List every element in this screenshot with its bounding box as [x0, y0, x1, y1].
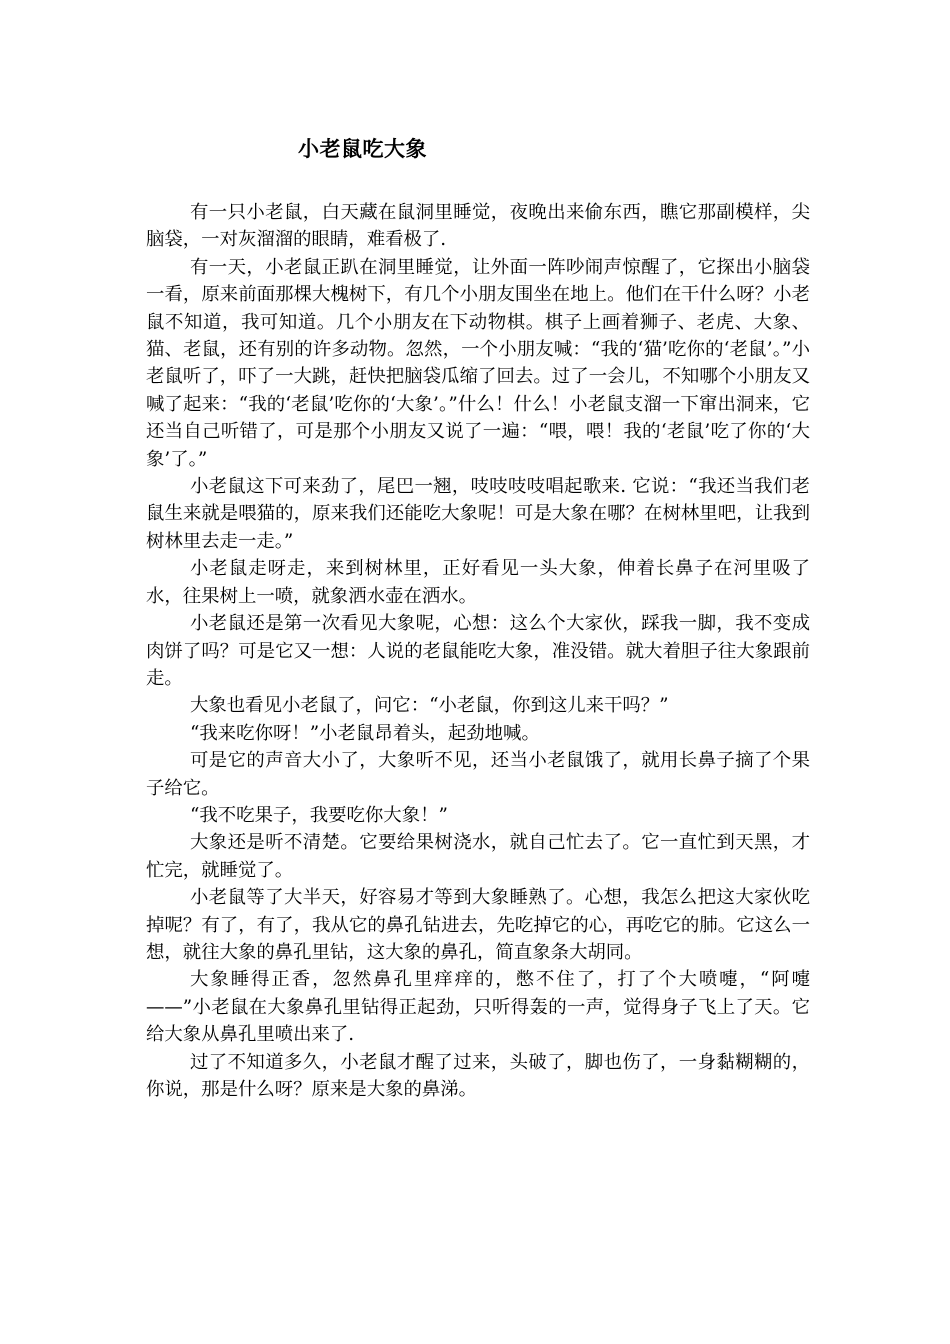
document-title: 小老鼠吃大象	[298, 137, 427, 161]
story-paragraph-13: 过了不知道多久，小老鼠才醒了过来，头破了，脚也伤了，一身黏糊糊的，你说，那是什么呀？原来是大象的鼻涕。	[146, 1051, 810, 1100]
story-paragraph-4: 小老鼠走呀走，来到树林里，正好看见一头大象，伸着长鼻子在河里吸了水，往果树上一喷，就象洒水壶在洒水。	[146, 558, 810, 607]
story-paragraph-11: 小老鼠等了大半天，好容易才等到大象睡熟了。心想，我怎么把这大家伙吃掉呢？有了，有了，我从它的鼻孔钻进去，先吃掉它的心，再吃它的肺。它这么一想，就往大象的鼻孔里钻，这大象的鼻孔，简直象条大胡同。	[146, 887, 810, 963]
story-body	[146, 199, 810, 1103]
story-paragraph-5: 小老鼠还是第一次看见大象呢，心想：这么个大家伙，踩我一脚，我不变成肉饼了吗？可是它又一想：人说的老鼠能吃大象，准没错。就大着胆子往大象跟前走。	[146, 613, 810, 689]
story-paragraph-1: 有一只小老鼠，白天藏在鼠洞里睡觉，夜晚出来偷东西，瞧它那副模样，尖脑袋，一对灰溜溜的眼睛，难看极了.	[146, 202, 810, 251]
story-paragraph-8: 可是它的声音大小了，大象听不见，还当小老鼠饿了，就用长鼻子摘了个果子给它。	[146, 750, 810, 799]
story-paragraph-7: “我来吃你呀！”小老鼠昂着头，起劲地喊。	[190, 722, 540, 744]
story-paragraph-9: “我不吃果子，我要吃你大象！”	[190, 804, 448, 826]
story-paragraph-2: 有一天，小老鼠正趴在洞里睡觉，让外面一阵吵闹声惊醒了，它探出小脑袋一看，原来前面那棵大槐树下，有几个小朋友围坐在地上。他们在干什么呀？小老鼠不知道，我可知道。几个小朋友在下动物棋。棋子上画着狮子、老虎、大象、猫、老鼠，还有别的许多动物。忽然，一个小朋友喊：“我的‘猫’吃你的‘老鼠’。”小老鼠听了，吓了一大跳，赶快把脑袋瓜缩了回去。过了一会儿，不知哪个小朋友又喊了起来：“我的‘老鼠’吃你的‘大象’。”什么！什么！小老鼠支溜一下窜出洞来，它还当自己听错了，可是那个小朋友又说了一遍：“喂，喂！我的‘老鼠’吃了你的‘大象’了。”	[146, 256, 810, 470]
story-paragraph-12: 大象睡得正香，忽然鼻孔里痒痒的，憋不住了，打了个大喷嚏，“阿嚏——”小老鼠在大象鼻孔里钻得正起劲，只听得轰的一声，觉得身子飞上了天。它给大象从鼻孔里喷出来了.	[146, 969, 810, 1046]
story-paragraph-6: 大象也看见小老鼠了，问它：“小老鼠，你到这儿来干吗？”	[190, 695, 669, 717]
story-paragraph-3: 小老鼠这下可来劲了，尾巴一翘，吱吱吱吱唱起歌来. 它说：“我还当我们老鼠生来就是喂猫的，原来我们还能吃大象呢！可是大象在哪？在树林里吧，让我到树林里去走一走。”	[146, 476, 810, 552]
story-paragraph-10: 大象还是听不清楚。它要给果树浇水，就自己忙去了。它一直忙到天黑，才忙完，就睡觉了。	[146, 832, 810, 881]
